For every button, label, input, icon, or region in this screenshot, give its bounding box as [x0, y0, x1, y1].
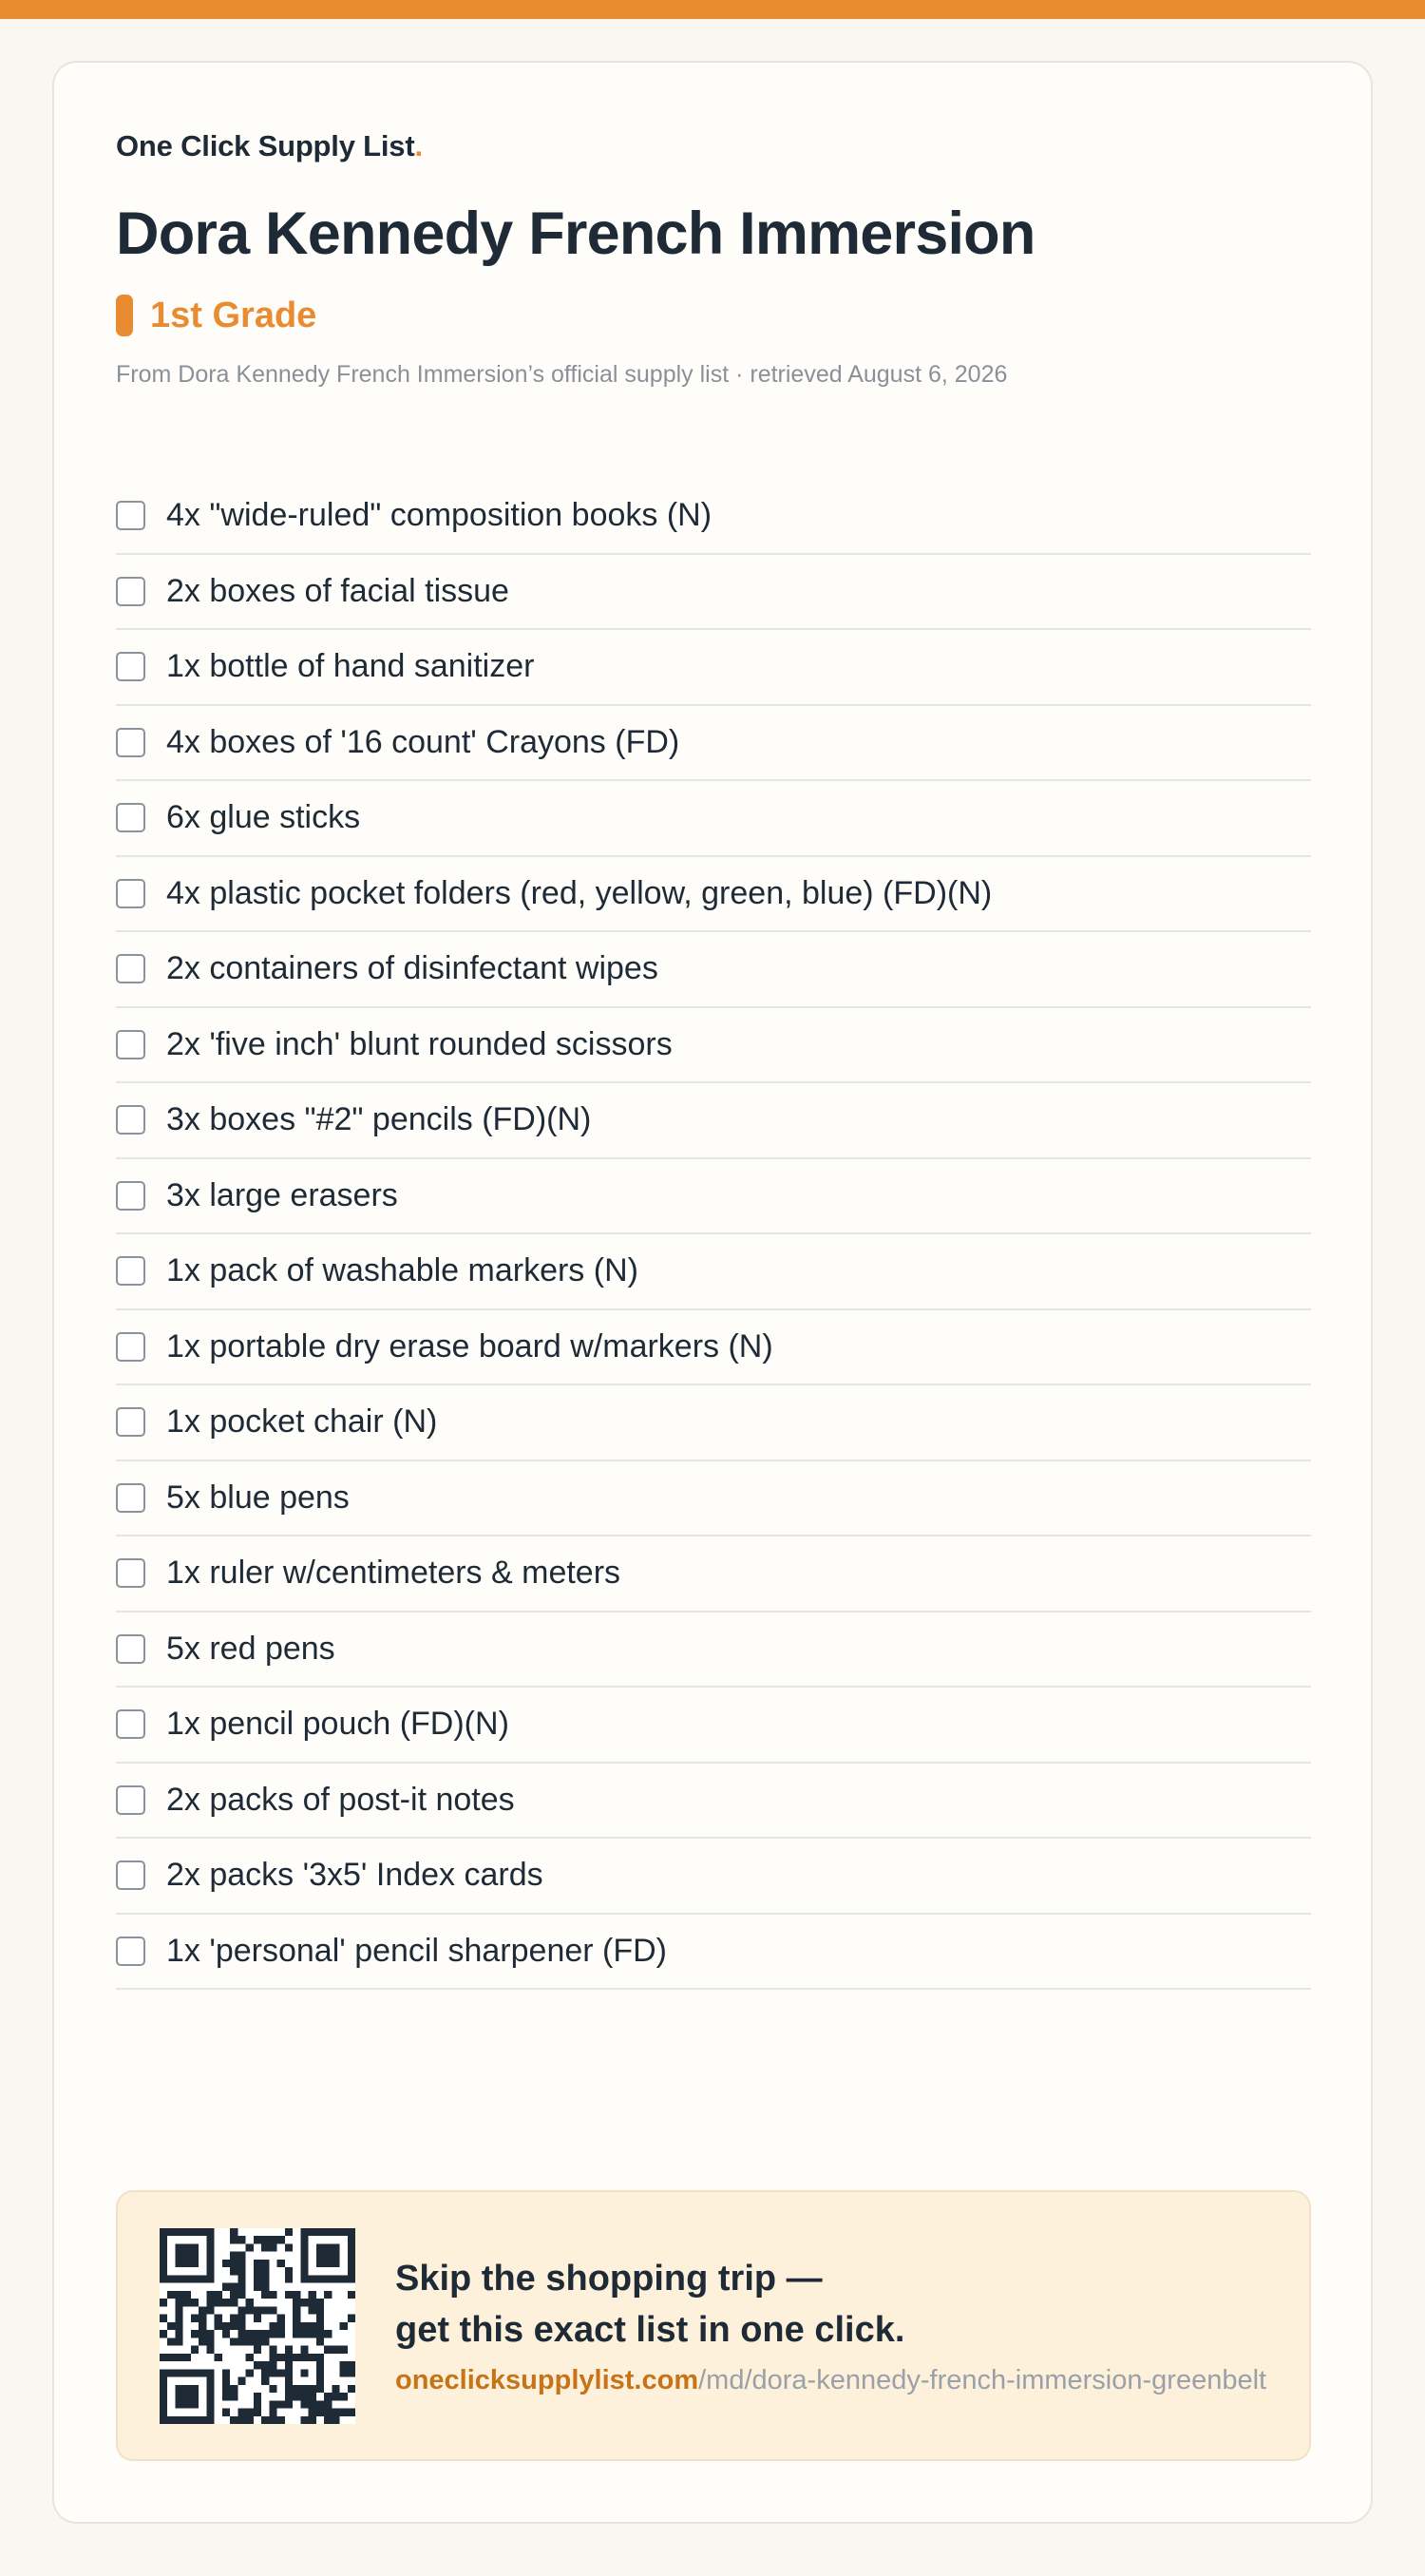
list-item[interactable] — [116, 781, 1311, 857]
list-item[interactable] — [116, 1461, 1311, 1537]
list-item[interactable] — [116, 1536, 1311, 1612]
list-item[interactable] — [116, 1839, 1311, 1915]
grade-marker-icon — [116, 295, 133, 336]
list-item-label: 4x boxes of '16 count' Crayons (FD) — [166, 723, 680, 760]
checkbox-icon[interactable] — [116, 954, 145, 983]
checkbox-icon[interactable] — [116, 1483, 145, 1513]
grade-heading — [116, 295, 316, 336]
supply-list-card — [52, 61, 1373, 2524]
list-item[interactable] — [116, 630, 1311, 706]
top-accent-bar — [0, 0, 1425, 19]
checkbox-icon[interactable] — [116, 1785, 145, 1815]
promo-url-path[interactable]: /md/dora-kennedy-french-immersion-greenbelt — [698, 2365, 1267, 2395]
checkbox-icon[interactable] — [116, 1860, 145, 1890]
list-item[interactable] — [116, 1234, 1311, 1310]
qr-code-icon[interactable] — [160, 2228, 355, 2424]
brand-name: One Click Supply List — [116, 129, 415, 162]
list-item-label: 5x blue pens — [166, 1479, 350, 1516]
checkbox-icon[interactable] — [116, 1937, 145, 1966]
list-item-label: 1x pencil pouch (FD)(N) — [166, 1706, 509, 1743]
promo-url-domain[interactable]: oneclicksupplylist.com — [395, 2365, 699, 2395]
list-item-label: 1x ruler w/centimeters & meters — [166, 1555, 621, 1592]
brand-logo[interactable] — [116, 129, 423, 163]
list-item-label: 2x containers of disinfectant wipes — [166, 950, 658, 987]
list-item-label: 2x packs of post-it notes — [166, 1781, 515, 1818]
checkbox-icon[interactable] — [116, 1332, 145, 1362]
list-item-label: 5x red pens — [166, 1630, 335, 1667]
list-item[interactable] — [116, 1915, 1311, 1991]
checkbox-icon[interactable] — [116, 577, 145, 606]
checkbox-icon[interactable] — [116, 1030, 145, 1059]
checkbox-icon[interactable] — [116, 1105, 145, 1135]
list-item[interactable] — [116, 706, 1311, 782]
list-item-label: 2x packs '3x5' Index cards — [166, 1857, 543, 1894]
promo-link[interactable] — [395, 2365, 1266, 2396]
promo-headline-line-2: get this exact list in one click. — [395, 2310, 905, 2350]
brand-dot: . — [414, 129, 423, 162]
list-item[interactable] — [116, 857, 1311, 933]
list-item[interactable] — [116, 1310, 1311, 1386]
list-item[interactable] — [116, 1083, 1311, 1159]
list-item[interactable] — [116, 1688, 1311, 1764]
list-item-label: 1x pack of washable markers (N) — [166, 1252, 638, 1289]
checkbox-icon[interactable] — [116, 501, 145, 530]
list-item[interactable] — [116, 479, 1311, 555]
list-item[interactable] — [116, 1764, 1311, 1840]
checkbox-icon[interactable] — [116, 879, 145, 908]
list-item[interactable] — [116, 1385, 1311, 1461]
list-item-label: 2x 'five inch' blunt rounded scissors — [166, 1025, 673, 1062]
list-item[interactable] — [116, 1159, 1311, 1235]
list-item-label: 1x portable dry erase board w/markers (N) — [166, 1327, 773, 1364]
checkbox-icon[interactable] — [116, 1709, 145, 1739]
list-item-label: 1x pocket chair (N) — [166, 1403, 438, 1441]
list-item[interactable] — [116, 1612, 1311, 1689]
source-note: From Dora Kennedy French Immersion’s official supply list · retrieved August 6, 2026 — [116, 361, 1008, 388]
grade-label: 1st Grade — [150, 295, 317, 335]
checkbox-icon[interactable] — [116, 1181, 145, 1211]
checkbox-icon[interactable] — [116, 1407, 145, 1437]
promo-headline-line-1: Skip the shopping trip — — [395, 2259, 823, 2299]
checkbox-icon[interactable] — [116, 652, 145, 681]
list-item-label: 1x 'personal' pencil sharpener (FD) — [166, 1932, 667, 1969]
supply-list — [116, 479, 1311, 1990]
list-item-label: 4x plastic pocket folders (red, yellow, green, blue) (FD)(N) — [166, 874, 993, 911]
list-item-label: 3x boxes "#2" pencils (FD)(N) — [166, 1101, 592, 1138]
checkbox-icon[interactable] — [116, 1256, 145, 1286]
promo-headline — [395, 2253, 904, 2356]
list-item-label: 4x "wide-ruled" composition books (N) — [166, 497, 712, 534]
list-item[interactable] — [116, 1008, 1311, 1084]
list-item[interactable] — [116, 932, 1311, 1008]
checkbox-icon[interactable] — [116, 803, 145, 832]
list-item-label: 6x glue sticks — [166, 799, 361, 836]
list-item[interactable] — [116, 555, 1311, 631]
checkbox-icon[interactable] — [116, 1558, 145, 1588]
promo-box — [116, 2190, 1311, 2461]
list-item-label: 2x boxes of facial tissue — [166, 572, 509, 609]
school-title: Dora Kennedy French Immersion — [116, 200, 1036, 267]
list-item-label: 1x bottle of hand sanitizer — [166, 648, 535, 685]
checkbox-icon[interactable] — [116, 728, 145, 757]
checkbox-icon[interactable] — [116, 1634, 145, 1664]
list-item-label: 3x large erasers — [166, 1176, 398, 1213]
